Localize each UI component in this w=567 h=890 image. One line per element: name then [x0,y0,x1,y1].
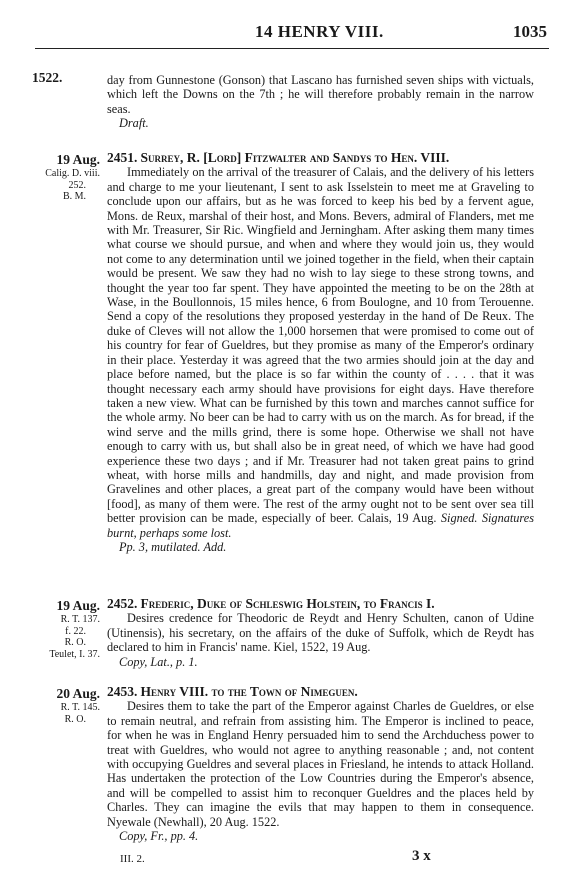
header-rule [35,48,549,49]
entry-number: 2451. [107,150,138,165]
entry-title: Surrey, R. [Lord] Fitzwalter and Sandys to Hen. VIII. [140,150,450,165]
entry-title: Frederic, Duke of Schleswig Holstein, to Francis I. [140,596,435,611]
continued-entry [107,73,534,131]
footer-mark: 3 x [412,848,431,864]
running-title: 14 HENRY VIII. [255,22,384,41]
margin-entry-2452 [28,598,100,660]
entry-date: 19 Aug. [56,152,100,167]
margin-entry-2453 [28,686,100,725]
entry-note: Pp. 3, mutilated. Add. [119,539,227,554]
entry-2451 [107,151,534,554]
margin-entry-2451 [28,152,100,203]
entry-2452 [107,597,534,669]
entry-date: 20 Aug. [56,686,100,701]
entry-ref: R. T. 145. [60,702,100,713]
entry-2453 [107,685,534,843]
margin-year [32,70,82,86]
entry-ref: 252. [68,179,86,191]
entry-number: 2453. [107,684,138,699]
entry-date: 19 Aug. [56,598,100,613]
entry-ref: Teulet, I. 37. [49,648,100,660]
entry-ref: f. 22. [65,625,86,637]
entry-ref: R. O. [64,713,86,725]
entry-note: Copy, Lat., p. 1. [119,654,198,669]
entry-ref: R. O. [64,637,86,648]
continued-text: day from Gunnestone (Gonson) that Lascano has furnished seven ships with victuals, which left the Downs on the 7th ; he will therefore probably remain in the narrow seas. [107,73,534,116]
entry-signed: Signed. Signatures burnt, perhaps some lost. [107,511,534,540]
entry-text: Immediately on the arrival of the treasurer of Calais, and the delivery of his letters and charge to me your lieutenant, I sent to ask Isselstein to meet me at Graveling to conclude upon our affairs, but as he was forced to keep his bed by a fervent ague, Mons. de Reux, marshal of their host, and Mons. Bevers, admiral of Flanders, met me with Mr. Treasurer, Sir Ric. Wingfield and Jerningham. After asking them many times what course we should pursue, and when and where they would join us, they would not come to any determination until we joined together in the field, when their captain would be present. We saw they had no wish to lay siege to these strong towns, and thought the year too far spent. They have appointed the meeting to be on the 28th at Wase, in the Boullonnois, 15 miles hence, 6 from Boulogne, and 10 from Terouenne. Send a copy of the resolutions they proposed yesterday in the hand of De Reux. The duke of Cleves will not allow the 1,000 horsemen that were promised to come out of his country for fear of Gueldres, but they promise as many of the Emperor's ordinary in their place. Yesterday it was agreed that the two armies should join at the day and place before named, but the place is so far within the county of . . . . that it was thought necessary each army should have provisions for eight days. Have therefore taken a new view. What can be furnished by this town and marches cannot suffice for the whole army. No beer can be had to carry with us on the march. As for bread, if the wind serve and the mills grind, there is some hope. Otherwise we shall not have enough to carry with us, but shall also be in great need, of which we have had good experience these two days ; and if Mr. Treasurer had not taken great pains to grind wheat, with horse mills and handmills, day and night, and made provision from Gravelines and other places, a great part of the company would have been without [food], as many of them were. The rest of the army ought not to be sent over sea till better provision can be made, especially of beer. Calais, 19 Aug. [107,165,534,526]
page-header [0,22,567,44]
page-number: 1035 [513,22,547,41]
year-label: 1522. [32,70,63,85]
footer-signature: III. 2. [120,853,145,865]
continued-note: Draft. [119,116,149,131]
entry-ref: Calig. D. viii. [45,168,100,179]
entry-title: Henry VIII. to the Town of Nimeguen. [140,684,358,699]
entry-ref: B. M. [62,191,86,202]
entry-note: Copy, Fr., pp. 4. [119,829,199,844]
entry-text: Desires them to take the part of the Emperor against Charles de Gueldres, or else to remain neutral, and refrain from assisting him. The Emperor is inclined to peace, for when he was in England Henry persuaded him to send the Archduchess power to treat with Gueldres, who would not agree to anything reasonable ; and, not content with occupying Gueldres and several places in Friesland, he intends to attack Holland. Has undertaken the protection of the Low Countries during the Emperor's absence, and will be compelled to assist him to reconquer Gueldres and the places held by Charles. They can imagine the evils that may happen to them in consequence. Nyewale (Newhall), 20 Aug. 1522. [107,699,534,829]
entry-number: 2452. [107,596,138,611]
entry-text: Desires credence for Theodoric de Reydt and Henry Schulten, canon of Udine (Utinensis), his secretary, on the affairs of the duke of Suffolk, which de Reydt has declared to him in Francis' name. Kiel, 1522, 19 Aug. [107,611,534,655]
entry-ref: R. T. 137. [60,614,100,625]
